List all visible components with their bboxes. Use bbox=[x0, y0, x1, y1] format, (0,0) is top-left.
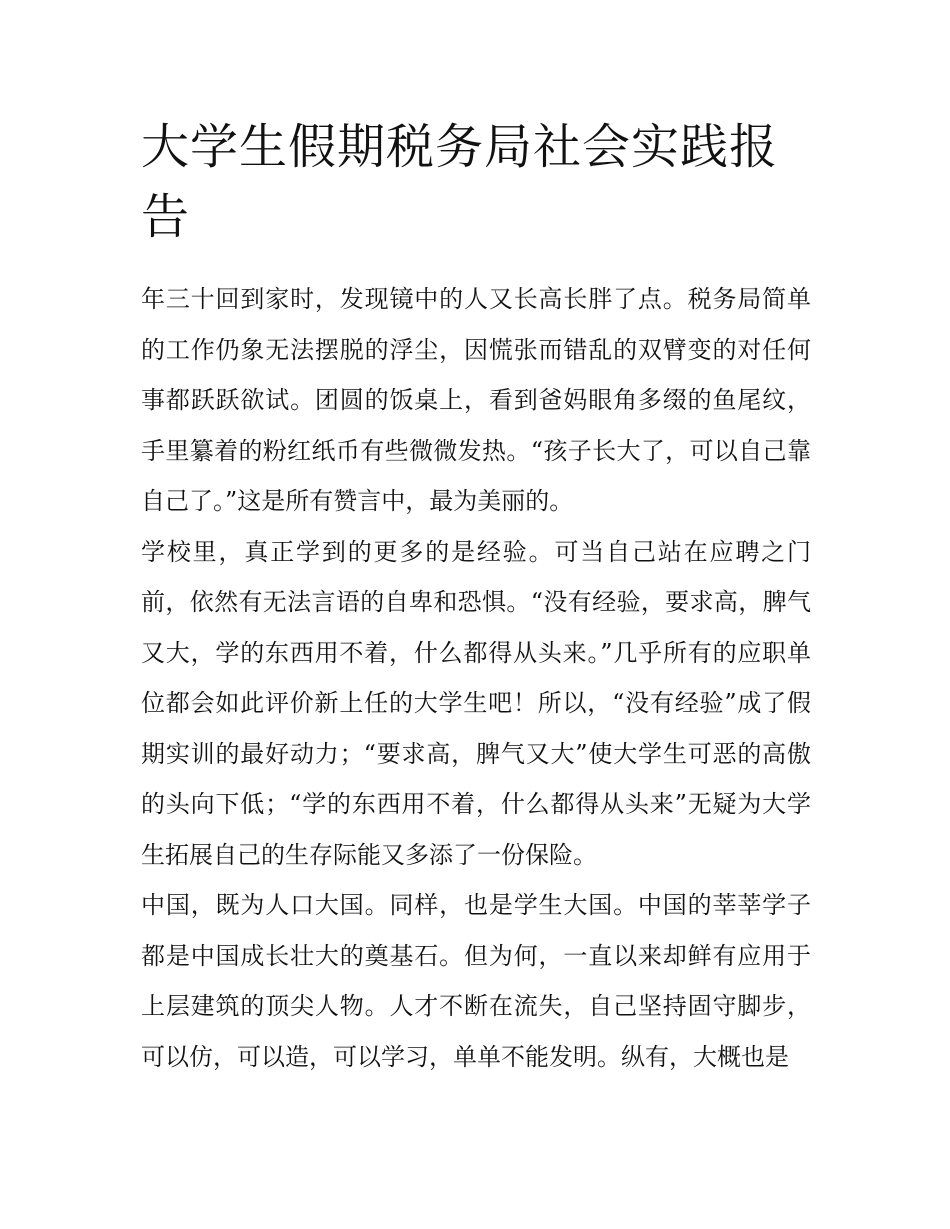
document-body bbox=[141, 112, 811, 1082]
paragraph-1: 年三十回到家时，发现镜中的人又长高长胖了点。税务局简单的工作仍象无法摆脱的浮尘，因慌张而错乱的双臂变的对任何事都跃跃欲试。团圆的饭桌上，看到爸妈眼角多缀的鱼尾纹，手里纂着的粉红纸币有些微微发热。“孩子长大了，可以自己靠自己了。”这是所有赞言中，最为美丽的。 bbox=[141, 285, 811, 515]
paragraph-2: 学校里，真正学到的更多的是经验。可当自己站在应聘之门前，依然有无法言语的自卑和恐惧。“没有经验，要求高，脾气又大，学的东西用不着，什么都得从头来。”几乎所有的应职单位都会如此评价新上任的大学生吧！所以，“没有经验”成了假期实训的最好动力；“要求高，脾气又大”使大学生可恶的高傲的头向下低；“学的东西用不着，什么都得从头来”无疑为大学生拓展自己的生存际能又多添了一份保险。 bbox=[141, 537, 811, 869]
paragraph-3: 中国，既为人口大国。同样，也是学生大国。中国的莘莘学子都是中国成长壮大的奠基石。但为何，一直以来却鲜有应用于上层建筑的顶尖人物。人才不断在流失，自己坚持固守脚步，可以仿，可以造，可以学习，单单不能发明。纵有，大概也是 bbox=[141, 891, 811, 1071]
document-title: 大学生假期税务局社会实践报告 bbox=[141, 119, 779, 245]
